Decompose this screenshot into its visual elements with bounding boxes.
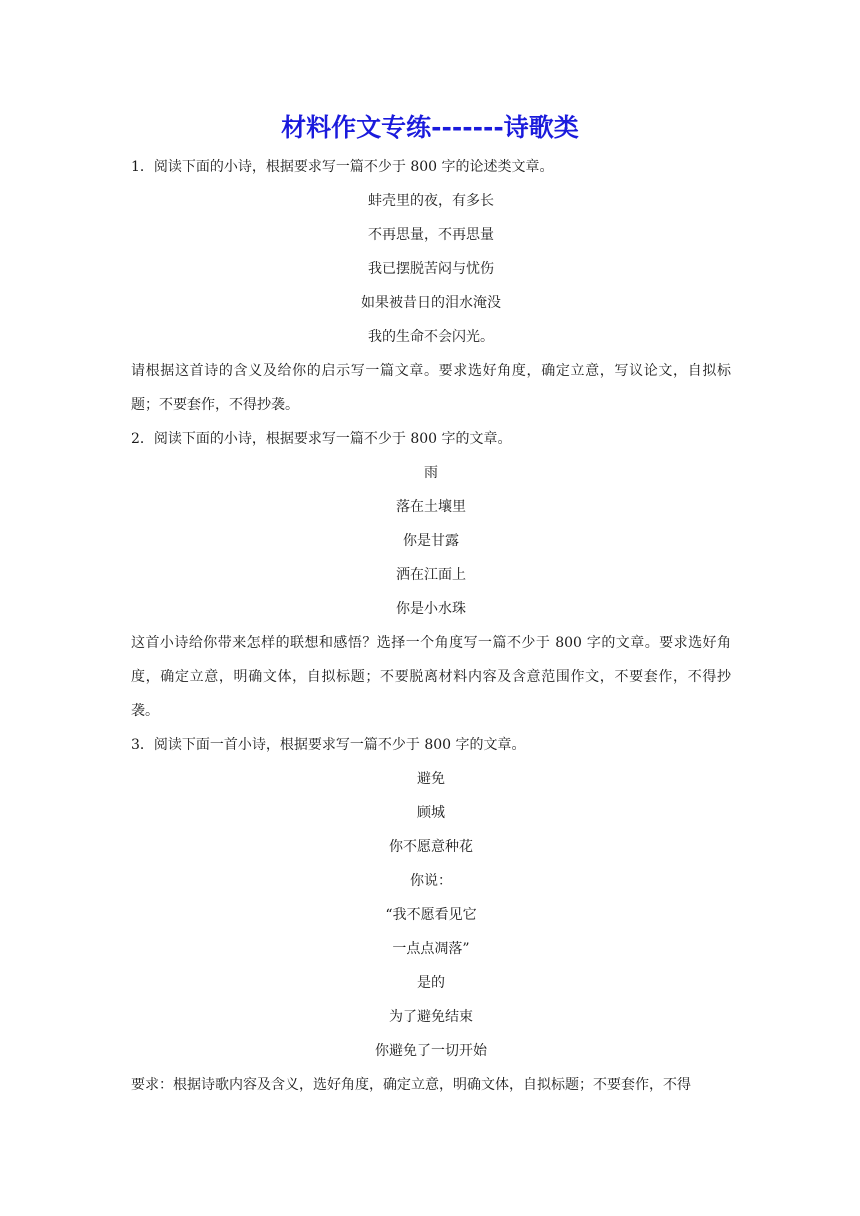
poem-3-line: 你不愿意种花 [389, 839, 473, 855]
poem-3-line: 是的 [417, 975, 445, 991]
page-title: 材料作文专练-------诗歌类 [281, 113, 579, 142]
poem-1-line: 我已摆脱苦闷与忧伤 [368, 261, 494, 277]
poem-3-line: 你避免了一切开始 [375, 1043, 487, 1059]
poem-3-line: 你说： [410, 873, 452, 889]
poem-3-line: 避免 [417, 771, 445, 787]
poem-1-line: 蚌壳里的夜，有多长 [368, 193, 494, 209]
question-1-prompt: 1．阅读下面的小诗，根据要求写一篇不少于 800 字的论述类文章。 [131, 159, 554, 175]
poem-2-line: 洒在江面上 [396, 567, 466, 583]
poem-2-line: 你是小水珠 [396, 601, 466, 617]
poem-3-line: 顾城 [417, 805, 445, 821]
poem-1-line: 我的生命不会闪光。 [368, 329, 494, 345]
poem-3-line: 一点点凋落” [392, 941, 470, 957]
question-3-prompt: 3．阅读下面一首小诗，根据要求写一篇不少于 800 字的文章。 [131, 737, 526, 753]
poem-2-line: 你是甘露 [403, 533, 459, 549]
poem-1-line: 如果被昔日的泪水淹没 [361, 295, 501, 311]
poem-2-line: 雨 [424, 465, 438, 481]
poem-2-line: 落在土壤里 [396, 499, 466, 515]
question-2-prompt: 2．阅读下面的小诗，根据要求写一篇不少于 800 字的文章。 [131, 431, 512, 447]
question-3-requirement: 要求：根据诗歌内容及含义，选好角度，确定立意，明确文体，自拟标题；不要套作，不得 [131, 1077, 691, 1093]
question-2-requirement: 这首小诗给你带来怎样的联想和感悟？选择一个角度写一篇不少于 800 字的文章。要求选好角度，确定立意，明确文体，自拟标题；不要脱离材料内容及含意范围作文，不要套作，不得抄袭。 [131, 635, 731, 719]
poem-1-line: 不再思量，不再思量 [368, 227, 494, 243]
poem-3-line: “我不愿看见它 [385, 907, 477, 923]
document-content [131, 150, 731, 1102]
question-1-requirement: 请根据这首诗的含义及给你的启示写一篇文章。要求选好角度，确定立意，写议论文，自拟标题；不要套作，不得抄袭。 [131, 363, 731, 413]
poem-3-line: 为了避免结束 [389, 1009, 473, 1025]
